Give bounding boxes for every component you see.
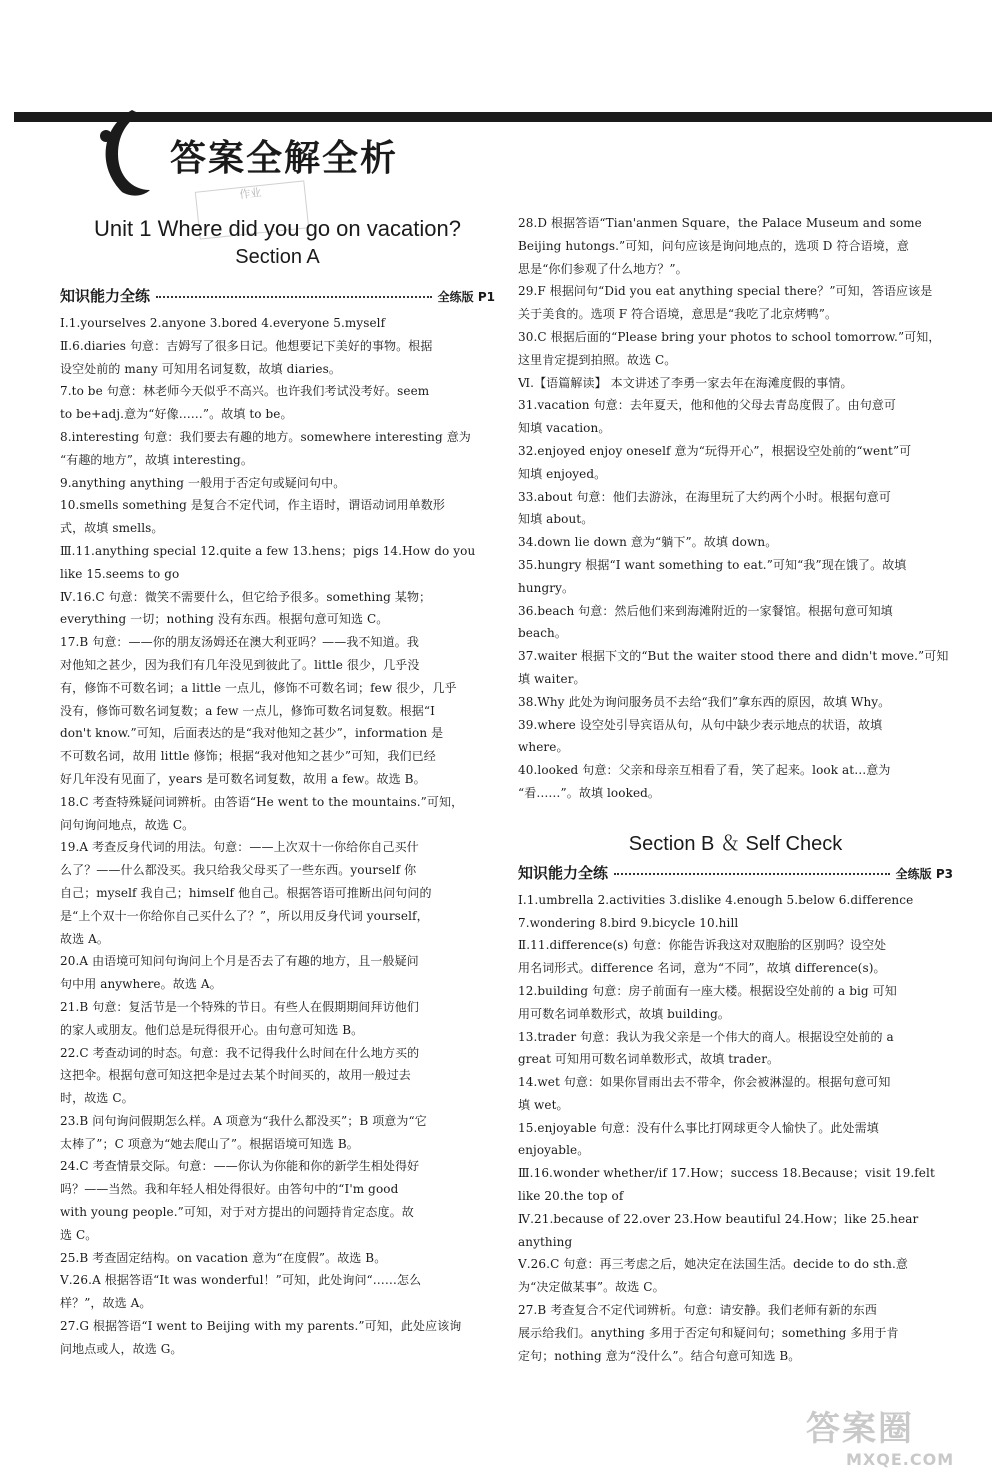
answer-line: 为“决定做某事”。故选 C。 xyxy=(518,1280,665,1295)
answer-line: 17.B 句意：——你的朋友汤姆还在澳大利亚吗？——我不知道。我 xyxy=(60,635,419,650)
answer-line: 40.looked 句意：父亲和母亲互相看了看，笑了起来。look at…意为 xyxy=(518,763,891,778)
answer-line: 30.C 根据后面的“Please bring your photos to school tomorrow.”可知， xyxy=(518,329,941,344)
watermark-logo: 答案圈 xyxy=(806,1409,914,1449)
answer-line: 24.C 考查情景交际。句意：——你认为你能和你的新学生相处得好 xyxy=(60,1159,420,1174)
answer-line: 么了？——什么都没买。我只给我父母买了一些东西。yourself 你 xyxy=(60,863,417,878)
answer-line: 25.B 考查固定结构。on vacation 意为“在度假”。故选 B。 xyxy=(60,1250,387,1265)
leader-dots xyxy=(156,296,432,298)
answer-list-right-bottom xyxy=(518,889,953,1368)
answer-line: 没有，修饰可数名词复数；a few 一点儿，修饰可数名词复数。根据“I xyxy=(60,703,435,718)
answer-line: 19.A 考查反身代词的用法。句意：——上次双十一你给你自己买什 xyxy=(60,840,419,855)
answer-line: 知填 enjoyed。 xyxy=(518,466,607,481)
answer-line: “有趣的地方”，故填 interesting。 xyxy=(60,452,253,467)
answer-line: 这里肯定提到拍照。故选 C。 xyxy=(518,352,677,367)
answer-line: 31.vacation 句意：去年夏天，他和他的父母去青岛度假了。由句意可 xyxy=(518,398,897,413)
answer-line: 22.C 考查动词的时态。句意：我不记得我什么时间在什么地方买的 xyxy=(60,1045,420,1060)
answer-line: 式，故填 smells。 xyxy=(60,521,164,536)
answer-line: Ⅵ.【语篇解读】 本文讲述了李勇一家去年在海滩度假的事情。 xyxy=(518,375,853,390)
leader-dots xyxy=(614,873,890,875)
answer-line: 对他知之甚少，因为我们有几年没见到彼此了。little 很少，几乎没 xyxy=(60,657,420,672)
answer-line: 18.C 考查特殊疑问词辨析。由答语“He went to the mountains.”可知， xyxy=(60,794,464,809)
answer-line: enjoyable。 xyxy=(518,1143,590,1158)
answer-line: 15.enjoyable 句意：没有什么事比打网球更令人愉快了。此处需填 xyxy=(518,1120,879,1135)
answer-line: 7.wondering 8.bird 9.bicycle 10.hill xyxy=(518,915,739,930)
answer-line: 问地点或人，故选 G。 xyxy=(60,1341,183,1356)
answer-line: 是“上个双十一你给你自己买什么了？”，所以用反身代词 yourself， xyxy=(60,908,429,923)
answer-line: 思是“你们参观了什么地方？”。 xyxy=(518,261,688,276)
answer-line: 34.down lie down 意为“躺下”。故填 down。 xyxy=(518,535,778,550)
answer-line: 定句；nothing 意为“没什么”。结合句意可知选 B。 xyxy=(518,1348,801,1363)
answer-line: 问句询问地点，故选 C。 xyxy=(60,817,195,832)
answer-line: Ⅳ.21.because of 22.over 23.How beautiful 24.How；like 25.hear xyxy=(518,1211,919,1226)
answer-line: great 可知用可数名词单数形式，故填 trader。 xyxy=(518,1052,780,1067)
answer-line: 7.to be 句意：林老师今天似乎不高兴。也许我们考试没考好。seem xyxy=(60,384,430,399)
answer-line: Ⅲ.11.anything special 12.quite a few 13.hens；pigs 14.How do you xyxy=(60,543,476,558)
answer-line: with young people.”可知，对于对方提出的问题持肯定态度。故 xyxy=(60,1205,414,1220)
unit-title: Unit 1 Where did you go on vacation? xyxy=(94,216,461,241)
answer-line: 好几年没有见面了，years 是可数名词复数，故用 a few。故选 B。 xyxy=(60,771,426,786)
practice-header-label: 知识能力全练 xyxy=(60,287,151,305)
right-column xyxy=(518,212,953,1367)
answer-line: 太棒了”；C 项意为“她去爬山了”。根据语境可知选 B。 xyxy=(60,1136,359,1151)
answer-line: 这把伞。根据句意可知这把伞是过去某个时间买的，故用一般过去 xyxy=(60,1068,411,1083)
answer-line: 句中用 anywhere。故选 A。 xyxy=(60,977,222,992)
stamp-watermark: 作业 xyxy=(195,180,309,239)
answer-line: anything xyxy=(518,1234,573,1249)
answer-line: 故选 A。 xyxy=(60,931,109,946)
answer-line: beach。 xyxy=(518,626,567,641)
section-b-title: Section B ＆ Self Check xyxy=(628,832,843,855)
practice-header-b xyxy=(518,862,953,883)
header-bar xyxy=(14,112,992,122)
answer-line: 9.anything anything 一般用于否定句或疑问句中。 xyxy=(60,475,346,490)
answer-line: Ⅴ.26.A 根据答语“It was wonderful！”可知，此处询问“……怎么 xyxy=(60,1273,422,1288)
answer-line: Ⅲ.16.wonder whether/if 17.How；success 18.Because；visit 19.felt xyxy=(518,1166,935,1181)
answer-line: 选 C。 xyxy=(60,1227,98,1242)
answer-line: 知填 vacation。 xyxy=(518,421,611,436)
answer-line: don't know.”可知，后面表达的是“我对他知之甚少”，information 是 xyxy=(60,726,444,741)
answer-line: 21.B 句意：复活节是一个特殊的节日。有些人在假期期间拜访他们 xyxy=(60,999,419,1014)
answer-line: 36.beach 句意：然后他们来到海滩附近的一家餐馆。根据句意可知填 xyxy=(518,603,893,618)
answer-line: 填 waiter。 xyxy=(518,671,586,686)
answer-line: 37.waiter 根据下文的“But the waiter stood there and didn't move.”可知 xyxy=(518,649,949,664)
answer-line: to be+adj.意为“好像……”。故填 to be。 xyxy=(60,407,293,422)
answer-line: 39.where 设空处引导宾语从句，从句中缺少表示地点的状语，故填 xyxy=(518,717,883,732)
practice-header-label: 知识能力全练 xyxy=(518,863,609,882)
answer-line: everything 一切；nothing 没有东西。根据句意可知选 C。 xyxy=(60,612,389,627)
answer-list-left xyxy=(60,312,495,1361)
answer-line: Ⅱ.11.difference(s) 句意：你能告诉我这对双胞胎的区别吗？设空处 xyxy=(518,938,887,953)
answer-line: hungry。 xyxy=(518,580,575,595)
answer-line: 吗？——当然。我和年轻人相处得很好。由答句中的“I'm good xyxy=(60,1182,399,1197)
practice-header-ref: 全练版 P3 xyxy=(895,866,953,881)
answer-line: 14.wet 句意：如果你冒雨出去不带伞，你会被淋湿的。根据句意可知 xyxy=(518,1075,891,1090)
answer-line: where。 xyxy=(518,740,569,755)
answer-line: Ⅰ.1.yourselves 2.anyone 3.bored 4.everyone 5.myself xyxy=(60,316,386,330)
answer-line: 28.D 根据答语“Tian'anmen Square，the Palace Museum and some xyxy=(518,216,922,230)
answer-line: 38.Why 此处为询问服务员不去给“我们”拿东西的原因，故填 Why。 xyxy=(518,694,891,709)
answer-line: Ⅳ.16.C 句意：微笑不需要什么，但它给予很多。something 某物； xyxy=(60,589,432,604)
answer-line: Ⅱ.6.diaries 句意：吉姆写了很多日记。他想要记下美好的事物。根据 xyxy=(60,338,433,353)
answer-line: 有，修饰不可数名词；a little 一点儿，修饰不可数名词；few 很少，几乎 xyxy=(60,680,457,695)
answer-line: like 20.the top of xyxy=(518,1189,624,1204)
answer-line: 自己；myself 我自己；himself 他自己。根据答语可推断出问句问的 xyxy=(60,885,432,900)
site-watermark xyxy=(806,1401,996,1467)
section-a-title: Section A xyxy=(235,246,320,268)
answer-line: 35.hungry 根据“I want something to eat.”可知“我”现在饿了。故填 xyxy=(518,557,907,572)
answer-line: “看……”。故填 looked。 xyxy=(518,785,661,800)
page-title: 答案全解全析 xyxy=(170,138,399,179)
answer-line: 8.interesting 句意：我们要去有趣的地方。somewhere interesting 意为 xyxy=(60,429,471,444)
answer-line: Ⅴ.26.C 句意：再三考虑之后，她决定在法国生活。decide to do sth.意 xyxy=(518,1257,909,1272)
answer-list-right-top xyxy=(518,212,953,805)
answer-line: 20.A 由语境可知问句询问上个月是否去了有趣的地方，且一般疑问 xyxy=(60,954,419,969)
answer-line: 23.B 问句询问假期怎么样。A 项意为“我什么都没买”；B 项意为“它 xyxy=(60,1113,427,1128)
answer-line: 29.F 根据问句“Did you eat anything special there？”可知，答语应该是 xyxy=(518,284,933,299)
watermark-url: MXQE.COM xyxy=(846,1450,955,1469)
answer-line: 10.smells something 是复合不定代词，作主语时，谓语动词用单数形 xyxy=(60,498,445,513)
header-swoosh-icon xyxy=(92,106,154,198)
answer-line: Beijing hutongs.”可知，问句应该是询问地点的，选项 D 符合语境，意 xyxy=(518,238,910,253)
answer-line: 32.enjoyed enjoy oneself 意为“玩得开心”，根据设空处前的“went”可 xyxy=(518,443,912,458)
answer-line: 关于美食的。选项 F 符合语境，意思是“我吃了北京烤鸭”。 xyxy=(518,307,838,322)
answer-line: 用名词形式。difference 名词，意为“不同”，故填 difference(s)。 xyxy=(518,961,886,976)
left-column xyxy=(60,212,495,1361)
answer-line: 填 wet。 xyxy=(518,1097,569,1112)
answer-line: 27.B 考查复合不定代词辨析。句意：请安静。我们老师有新的东西 xyxy=(518,1303,877,1318)
answer-line: 时，故选 C。 xyxy=(60,1091,134,1106)
answer-line: 12.building 句意：房子前面有一座大楼。根据设空处前的 a big 可知 xyxy=(518,983,897,998)
answer-line: 13.trader 句意：我认为我父亲是一个伟大的商人。根据设空处前的 a xyxy=(518,1029,894,1044)
answer-line: 知填 about。 xyxy=(518,512,594,527)
answer-line: 设空处前的 many 可知用名词复数，故填 diaries。 xyxy=(60,361,341,376)
answer-line: 27.G 根据答语“I went to Beijing with my parents.”可知，此处应该询 xyxy=(60,1319,462,1334)
answer-line: like 15.seems to go xyxy=(60,566,180,581)
answer-line: 33.about 句意：他们去游泳，在海里玩了大约两个小时。根据句意可 xyxy=(518,489,892,504)
answer-line: 用可数名词单数形式，故填 building。 xyxy=(518,1006,731,1021)
practice-header-a xyxy=(60,285,495,306)
answer-line: 展示给我们。anything 多用于否定句和疑问句；something 多用于肯 xyxy=(518,1325,899,1340)
answer-line: 的家人或朋友。他们总是玩得很开心。由句意可知选 B。 xyxy=(60,1022,364,1037)
practice-header-ref: 全练版 P1 xyxy=(437,290,495,304)
answer-line: 不可数名词，故用 little 修饰；根据“我对他知之甚少”可知，我们已经 xyxy=(60,749,436,764)
answer-line: 样？”，故选 A。 xyxy=(60,1296,152,1311)
answer-line: Ⅰ.1.umbrella 2.activities 3.dislike 4.enough 5.below 6.difference xyxy=(518,892,914,907)
